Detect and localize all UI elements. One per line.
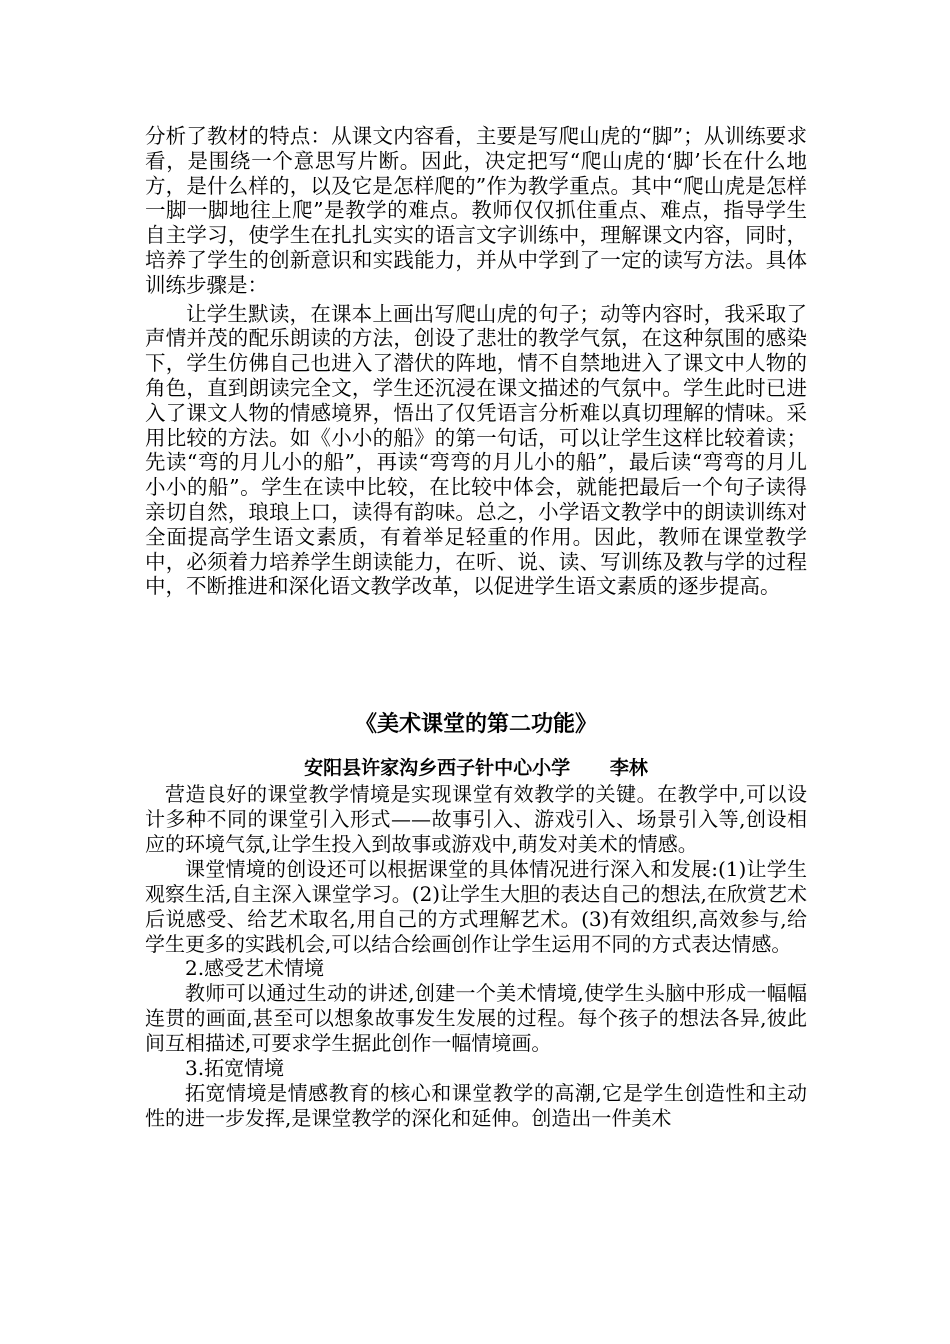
paragraph: 营造良好的课堂教学情境是实现课堂有效教学的关键。在教学中,可以设计多种不同的课堂引入形式——故事引入、游戏引入、场景引入等,创设相应的环境气氛,让学生投入到故事或游戏中,萌发对美术的情感。 [145,782,807,856]
section-previous-article [145,124,807,599]
article-title: 《美术课堂的第二功能》 [354,712,597,738]
paragraph: 分析了教材的特点：从课文内容看，主要是写爬山虎的“脚”；从训练要求看，是围绕一个意思写片断。因此，决定把写“爬山虎的‘脚’长在什么地方，是什么样的，以及它是怎样爬的”作为教学重点。其中“爬山虎是怎样一脚一脚地往上爬”是教学的难点。教师仅仅抓住重点、难点，指导学生自主学习，使学生在扎扎实实的语言文字训练中，理解课文内容，同时，培养了学生的创新意识和实践能力，并从中学到了一定的读写方法。具体训练步骤是： [145,124,807,297]
paragraph: 拓宽情境是情感教育的核心和课堂教学的高潮,它是学生创造性和主动性的进一步发挥,是课堂教学的深化和延伸。创造出一件美术 [145,1081,807,1130]
subheading: 3.拓宽情境 [185,1056,285,1081]
article-author: 安阳县许家沟乡西子针中心小学 李林 [304,757,648,780]
paragraph: 教师可以通过生动的讲述,创建一个美术情境,使学生头脑中形成一幅幅连贯的画面,甚至可以想象故事发生发展的过程。每个孩子的想法各异,彼此间互相描述,可要求学生据此创作一幅情境画。 [145,981,807,1056]
paragraph: 让学生默读，在课本上画出写爬山虎的句子；动等内容时，我采取了声情并茂的配乐朗读的方法，创设了悲壮的教学气氛，在这种氛围的感染下，学生仿佛自己也进入了潜伏的阵地，情不自禁地进入了课文中人物的角色，直到朗读完全文，学生还沉浸在课文描述的气氛中。学生此时已进入了课文人物的情感境界，悟出了仅凭语言分析难以真切理解的情味。采用比较的方法。如《小小的船》的第一句话，可以让学生这样比较着读；先读“弯的月儿小的船”，再读“弯弯的月儿小的船”，最后读“弯弯的月儿小小的船”。学生在读中比较，在比较中体会，就能把最后一个句子读得亲切自然，琅琅上口，读得有韵味。总之，小学语文教学中的朗读训练对全面提高学生语文素质，有着举足轻重的作用。因此，教师在课堂教学中，必须着力培养学生朗读能力，在听、说、读、写训练及教与学的过程中，不断推进和深化语文教学改革，以促进学生语文素质的逐步提高。 [145,301,807,599]
section-article-body [145,782,807,1131]
paragraph: 课堂情境的创设还可以根据课堂的具体情况进行深入和发展:(1)让学生观察生活,自主深入课堂学习。(2)让学生大胆的表达自己的想法,在欣赏艺术后说感受、给艺术取名,用自己的方式理解艺术。(3)有效组织,高效参与,给学生更多的实践机会,可以结合绘画创作让学生运用不同的方式表达情感。 [145,856,807,956]
subheading: 2.感受艺术情境 [185,956,325,981]
document-page [145,124,807,1131]
